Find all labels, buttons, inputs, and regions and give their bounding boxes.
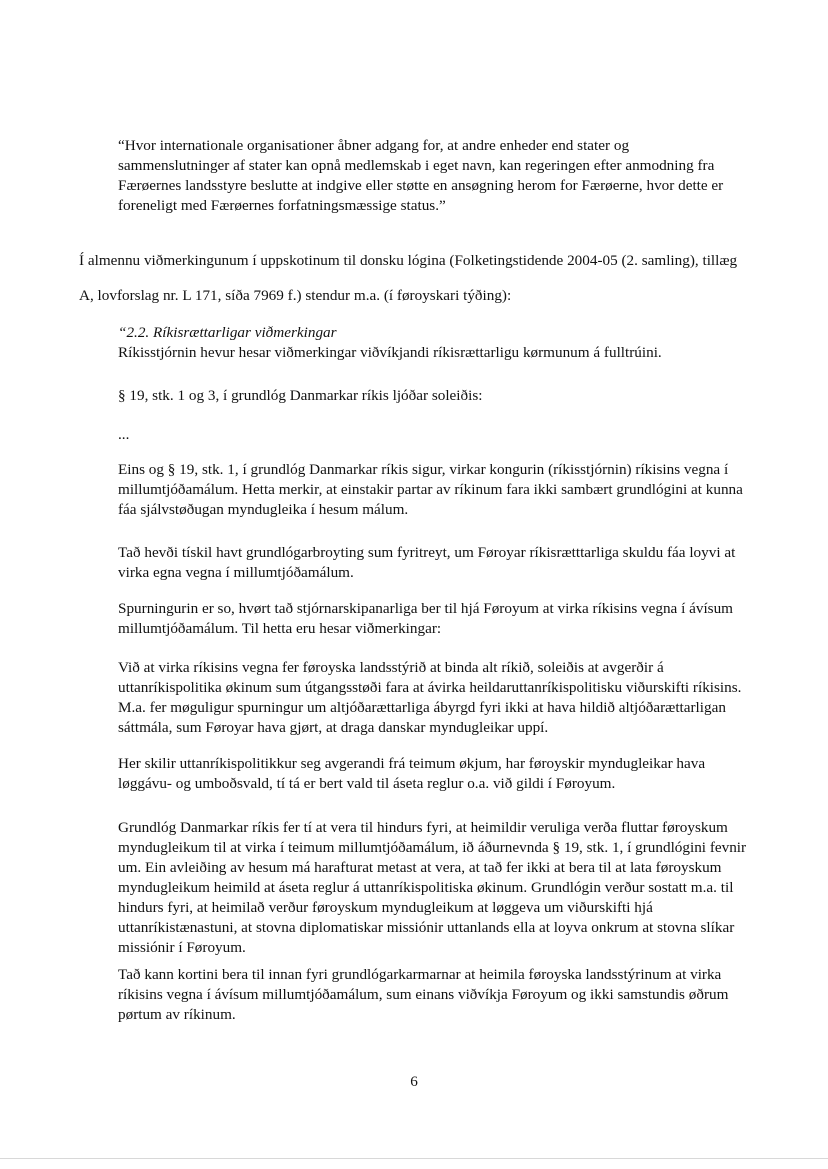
scan-edge-line bbox=[0, 1158, 828, 1159]
law-reference-paragraph: § 19, stk. 1 og 3, í grundlóg Danmarkar ríkis ljóðar soleiðis: bbox=[118, 387, 483, 404]
section-title: Ríkisrættarligar viðmerkingar bbox=[153, 324, 337, 341]
danish-quote-paragraph: “Hvor internationale organisationer åbner adgang for, at andre enheder end stater og sammenslutninger af stater kan opnå medlemskab i eget navn, kan regeringen efter anmodning fra Færøernes landsstyre beslutte at indgive eller støtte en ansøgning herom for Færøerne, hvor dette er foreneligt med Færøernes forfatningsmæssige status.” bbox=[118, 137, 724, 214]
quote-paragraph: Spurningurin er so, hvørt tað stjórnarskipanarliga ber til hjá Føroyum at virka ríkisins vegna í ávísum millumtjóðamálum. Til hetta eru hesar viðmerkingar: bbox=[118, 600, 733, 637]
ellipsis: ... bbox=[118, 426, 130, 443]
section-number: “2.2. bbox=[118, 324, 150, 341]
quote-paragraph: Við at virka ríkisins vegna fer føroyska landsstýrið at binda alt ríkið, soleiðis at avgerðir á uttanríkispolitika økinum sum útgangsstøði fara at ávirka heildaruttanríkispolitisku viðurskifti ríkisins. M.a. fer møguligur spurningur um altjóðarættarliga ábyrgd fyri ikki at hava hildið altjóðarættarligan sáttmála, sum Føroyar hava gjørt, at draga danskar myndugleikar uppí. bbox=[118, 659, 742, 736]
quote-paragraph: Grundlóg Danmarkar ríkis fer tí at vera til hindurs fyri, at heimildir veruliga verða fluttar føroyskum myndugleikum til at virka í teimum millumtjóðamálum, ið áðurnevnda § 19, stk. 1, í grundlógini fevnir um. Ein avleiðing av hesum má harafturat metast at vera, at tað fer ikki at bera til at lata føroyskum myndugleikum heimild at áseta reglur á uttanríkispolitiska økinum. Grundlógin verður sostatt m.a. til hindurs fyri, at heimilað verður føroyskum myndugleikum at løggeva um viðurskifti hjá uttanríkistænastuni, at stovna diplomatiskar missiónir uttanlands ella at loyva onkrum at stovna slíkar missiónir í Føroyum. bbox=[118, 819, 747, 956]
quote-paragraph: Tað hevði tískil havt grundlógarbroyting sum fyritreyt, um Føroyar ríkisrætttarliga skuldu fáa loyvi at virka egna vegna í millumtjóðamálum. bbox=[118, 544, 736, 581]
page-number: 6 bbox=[410, 1073, 418, 1090]
intro-paragraph: Í almennu viðmerkingunum í uppskotinum til donsku lógina (Folketingstidende 2004-05 (2. samling), tillæg A, lovforslag nr. L 171, síða 7969 f.) stendur m.a. (í føroyskari týðing): bbox=[79, 252, 738, 304]
section-heading bbox=[118, 323, 758, 363]
quote-paragraph: Eins og § 19, stk. 1, í grundlóg Danmarkar ríkis sigur, virkar kongurin (ríkisstjórnin) ríkisins vegna í millumtjóðamálum. Hetta merkir, at einstakir partar av ríkinum fara ikki sambært grundlógini at kunna fáa sjálvstøðugan myndugleika í hesum málum. bbox=[118, 461, 743, 518]
section-intro: Ríkisstjórnin hevur hesar viðmerkingar viðvíkjandi ríkisrættarligu kørmunum á fulltrúini. bbox=[118, 344, 662, 361]
quote-paragraph: Tað kann kortini bera til innan fyri grundlógarkarmarnar at heimila føroyska landsstýrinum at virka ríkisins vegna í ávísum millumtjóðamálum, sum einans viðvíkja Føroyum og ikki samstundis øðrum pørtum av ríkinum. bbox=[118, 966, 729, 1023]
quote-paragraph: Her skilir uttanríkispolitikkur seg avgerandi frá teimum økjum, har føroyskir myndugleikar hava løggávu- og umboðsvald, tí tá er bert vald til áseta reglur o.a. við gildi í Føroyum. bbox=[118, 755, 706, 792]
